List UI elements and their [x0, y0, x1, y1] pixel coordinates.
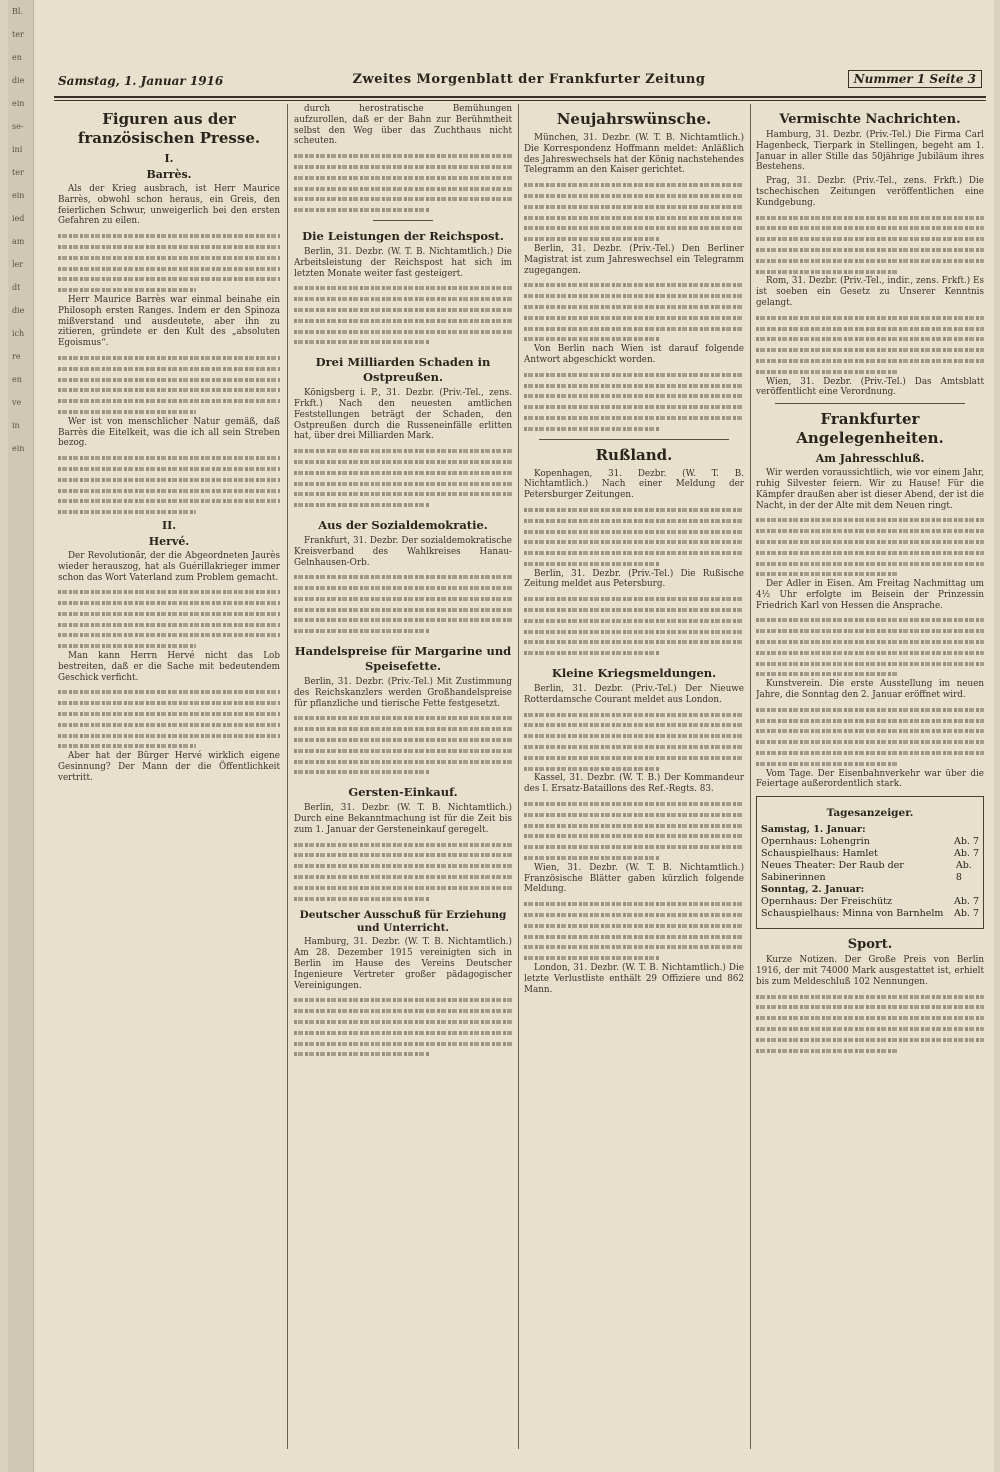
page-number: Nummer 1 Seite 3: [848, 70, 982, 88]
paragraph: Der Adler in Eisen. Am Freitag Nachmittag um 4½ Uhr erfolgte im Beisein der Prinzessin Friedrich Karl von Hessen die Ansprache.: [756, 579, 984, 611]
newspaper-page: [8, 0, 994, 1472]
article-heading: Drei Milliarden Schaden in Ostpreußen.: [315, 355, 491, 385]
paragraph: Kassel, 31. Dezbr. (W. T. B.) Der Kommandeur des I. Ersatz-Bataillons des Ref.-Regts. 83.: [524, 773, 744, 795]
body-text: [524, 504, 744, 569]
paragraph: Hamburg, 31. Dezbr. (Priv.-Tel.) Die Firma Carl Hagenbeck, Tierpark in Stellingen, begeht am 1. Januar in aller Stille das 50jährige Jubiläum ihres Bestehens.: [756, 130, 984, 173]
gutter-fragment: ler: [12, 260, 24, 269]
gutter-fragment: die: [12, 76, 25, 85]
listing-heading: Tagesanzeiger.: [826, 807, 914, 820]
paragraph: Kopenhagen, 31. Dezbr. (W. T. B. Nichtamtlich.) Nach einer Meldung der Petersburger Zeitungen.: [524, 468, 744, 501]
gutter-fragment: se-: [12, 122, 24, 131]
column-divider: [518, 104, 519, 1449]
paragraph: Wir werden voraussichtlich, wie vor einem Jahr, ruhig Silvester feiern. Wir zu Hause! Für die Kämpfer draußen aber ist dieser Abend, der ist die Nacht, in der der Alte mit dem Neuen ringt.: [756, 468, 984, 511]
article-heading: Neujahrswünsche.: [556, 110, 712, 128]
paragraph: München, 31. Dezbr. (W. T. B. Nichtamtlich.) Die Korrespondenz Hoffmann meldet: Anläßlich des Jahreswechsels hat der König nachstehendes Telegramm an den Kaiser gerichtet.: [524, 133, 744, 176]
paragraph: Als der Krieg ausbrach, ist Herr Maurice Barrès, obwohl schon heraus, ein Greis, den feierlichen Schwur, unweigerlich bei den ersten Gefahren zu eilen.: [58, 184, 280, 227]
listing-row: Schauspielhaus: Minna von Barnhelm Ab. 7: [761, 908, 979, 920]
article-heading: Frankfurter Angelegenheiten.: [796, 410, 944, 448]
body-text: [294, 839, 512, 904]
events-listing: [756, 796, 984, 929]
paragraph: Hamburg, 31. Dezbr. (W. T. B. Nichtamtlich.) Am 28. Dezember 1915 vereinigten sich in Berlin im Hause des Vereins Deutscher Ingenieure Vertreter großer pädagogischer Vereinigungen.: [294, 937, 512, 991]
body-text: [756, 614, 984, 679]
body-text: [524, 709, 744, 774]
article-heading: Sport.: [847, 937, 893, 953]
paragraph: Wien, 31. Dezbr. (W. T. B. Nichtamtlich.) Französische Blätter gaben kürzlich folgende Meldung.: [524, 862, 744, 895]
gutter-fragment: ini: [12, 145, 23, 154]
paragraph: Frankfurt, 31. Dezbr. Der sozialdemokratische Kreisverband des Wahlkreises Hanau-Gelnhausen-Orb.: [294, 535, 512, 568]
paragraph: Berlin, 31. Dezbr. (W. T. B. Nichtamtlich.) Durch eine Bekanntmachung ist für die Zeit bis zum 1. Januar der Gersteneinkauf geregelt.: [294, 803, 512, 835]
separator: [373, 220, 433, 221]
paragraph: Berlin, 31. Dezbr. (W. T. B. Nichtamtlich.) Die Arbeitsleistung der Reichspost hat sich im letzten Monate weiter fast gesteigert.: [294, 246, 512, 279]
body-text: [524, 798, 744, 863]
paragraph: Berlin, 31. Dezbr. (Priv.-Tel.) Mit Zustimmung des Reichskanzlers werden Großhandelspreise für pflanzliche und tierische Fette festgesetzt.: [294, 677, 512, 709]
separator: [775, 403, 965, 404]
paragraph: Kurze Notizen. Der Große Preis von Berlin 1916, der mit 74000 Mark ausgestattet ist, erhielt bis zum Meldeschluß 102 Nennungen.: [756, 955, 984, 987]
article-heading: Handelspreise für Margarine und Speisefette.: [294, 644, 512, 674]
article-heading: Gersten-Einkauf.: [348, 785, 458, 800]
gutter-fragment: in: [12, 421, 20, 430]
column-3: [524, 104, 744, 1449]
body-text: [58, 686, 280, 751]
paragraph: Prag, 31. Dezbr. (Priv.-Tel., zens. Frkft.) Die tschechischen Zeitungen veröffentlichen eine Kundgebung.: [756, 176, 984, 208]
gutter-fragment: ich: [12, 329, 25, 338]
body-text: [756, 212, 984, 277]
paragraph: Kunstverein. Die erste Ausstellung im neuen Jahre, die Sonntag den 2. Januar eröffnet wird.: [756, 679, 984, 701]
article-heading: Figuren aus der französischen Presse.: [77, 110, 261, 147]
body-text: [294, 282, 512, 347]
listing-row: Neues Theater: Der Raub der Sabinerinnen Ab. 8: [761, 860, 972, 884]
paragraph: Von Berlin nach Wien ist darauf folgende Antwort abgeschickt worden.: [524, 344, 744, 365]
gutter-fragment: en: [12, 53, 22, 62]
paragraph: Wien, 31. Dezbr. (Priv.-Tel.) Das Amtsblatt veröffentlicht eine Verordnung.: [756, 376, 984, 398]
article-heading: Kleine Kriegsmeldungen.: [551, 666, 717, 681]
gutter-fragment: ein: [12, 99, 25, 108]
gutter-fragment: am: [12, 237, 25, 246]
body-text: [294, 150, 512, 215]
body-text: [524, 593, 744, 658]
paragraph: Aber hat der Bürger Hervé wirklich eigene Gesinnung? Der Mann der die Öffentlichkeit vertritt.: [58, 751, 280, 783]
column-4: [756, 104, 984, 1449]
listing-row: Opernhaus: Der Freischütz Ab. 7: [761, 896, 979, 908]
masthead-rule: [54, 100, 986, 101]
listing-day: Samstag, 1. Januar:: [761, 824, 866, 836]
masthead: [54, 40, 986, 98]
column-1: [58, 104, 280, 1449]
section-title: Barrès.: [146, 168, 192, 181]
paragraph: Der Revolutionär, der die Abgeordneten Jaurès wieder herauszog, hat als Guérillakrieger immer schon das Wort Vaterland zum Problem gemacht.: [58, 550, 280, 583]
body-text: [294, 571, 512, 636]
article-heading: Vermischte Nachrichten.: [779, 112, 961, 127]
body-text: [524, 179, 744, 244]
gutter-fragment: ter: [12, 30, 24, 39]
section-title: Am Jahresschluß.: [815, 452, 925, 466]
body-text: [58, 586, 280, 651]
body-text: [524, 898, 744, 963]
gutter-fragment: ein: [12, 191, 25, 200]
body-text: [58, 452, 280, 517]
paragraph: Berlin, 31. Dezbr. (Priv.-Tel.) Den Berliner Magistrat ist zum Jahreswechsel ein Telegramm zugegangen.: [524, 243, 744, 276]
paragraph: Berlin, 31. Dezbr. (Priv.-Tel.) Die Rußische Zeitung meldet aus Petersburg.: [524, 568, 744, 590]
section-number: II.: [161, 518, 177, 532]
gutter-fragment: dt: [12, 283, 21, 292]
column-2: [294, 104, 512, 1449]
gutter-fragment: ve: [12, 398, 22, 407]
paragraph: Rom, 31. Dezbr. (Priv.-Tel., indir., zens. Frkft.) Es ist soeben ein Gesetz zu Unserer Kenntnis gelangt.: [756, 276, 984, 308]
body-text: [58, 230, 280, 295]
body-text: [756, 704, 984, 769]
listing-row: Schauspielhaus: Hamlet Ab. 7: [761, 848, 979, 860]
listing-day: Sonntag, 2. Januar:: [761, 884, 865, 896]
body-text: [756, 991, 984, 1056]
section-number: I.: [164, 152, 174, 165]
separator: [539, 439, 729, 440]
body-text: [294, 445, 512, 510]
gutter-fragment: Bl.: [12, 7, 23, 16]
paragraph: Man kann Herrn Hervé nicht das Lob bestreiten, daß er die Sache mit bedeutendem Geschick verficht.: [58, 651, 280, 683]
body-text: [524, 369, 744, 434]
body-text: [58, 352, 280, 417]
body-text: [294, 712, 512, 777]
newspaper-title: Zweites Morgenblatt der Frankfurter Zeitung: [352, 72, 706, 87]
gutter-fragment: die: [12, 306, 25, 315]
gutter-fragment: ied: [12, 214, 25, 223]
paragraph: Vom Tage. Der Eisenbahnverkehr war über die Feiertage außerordentlich stark.: [756, 768, 984, 790]
paragraph: Berlin, 31. Dezbr. (Priv.-Tel.) Der Nieuwe Rotterdamsche Courant meldet aus London.: [524, 684, 744, 705]
paragraph: Wer ist von menschlicher Natur gemäß, daß Barrès die Eitelkeit, was die ich all sein Streben bezog.: [58, 416, 280, 449]
article-heading: Rußland.: [595, 445, 673, 464]
body-text: [756, 312, 984, 377]
paragraph: London, 31. Dezbr. (W. T. B. Nichtamtlich.) Die letzte Verlustliste enthält 29 Offiziere und 862 Mann.: [524, 962, 744, 995]
article-heading: Deutscher Ausschuß für Erziehung und Unterricht.: [299, 909, 507, 935]
listing-row: Opernhaus: Lohengrin Ab. 7: [761, 836, 979, 848]
gutter-fragment: re: [12, 352, 21, 361]
body-text: [524, 279, 744, 344]
article-heading: Aus der Sozialdemokratie.: [318, 517, 488, 532]
gutter-fragment: ter: [12, 168, 24, 177]
adjacent-page-edge: [8, 0, 34, 1472]
column-divider: [287, 104, 288, 1449]
body-text: [756, 514, 984, 579]
gutter-fragment: en: [12, 375, 22, 384]
issue-date: Samstag, 1. Januar 1916: [58, 74, 224, 88]
column-divider: [750, 104, 751, 1449]
gutter-fragment: ein: [12, 444, 25, 453]
body-text: [294, 994, 512, 1059]
paragraph: Königsberg i. P., 31. Dezbr. (Priv.-Tel., zens. Frkft.) Nach den neuesten amtlichen Feststellungen beträgt der Schaden, den Ostpreußen durch die Russeneinfälle erlitten hat, über drei Milliarden Mark.: [294, 388, 512, 442]
article-heading: Die Leistungen der Reichspost.: [302, 228, 504, 243]
paragraph: Herr Maurice Barrès war einmal beinahe ein Philosoph ersten Ranges. Indem er den Spinoza mißverstand und ausdeutete, aber ihn zu zitieren, gründete er den Kult des „absoluten Egoismus“.: [58, 294, 280, 349]
paragraph: durch herostratische Bemühungen aufzurollen, daß er der Bahn zur Berühmtheit selbst den Weg über das Zuchthaus nicht scheuten.: [294, 104, 512, 147]
section-title: Hervé.: [148, 534, 190, 548]
